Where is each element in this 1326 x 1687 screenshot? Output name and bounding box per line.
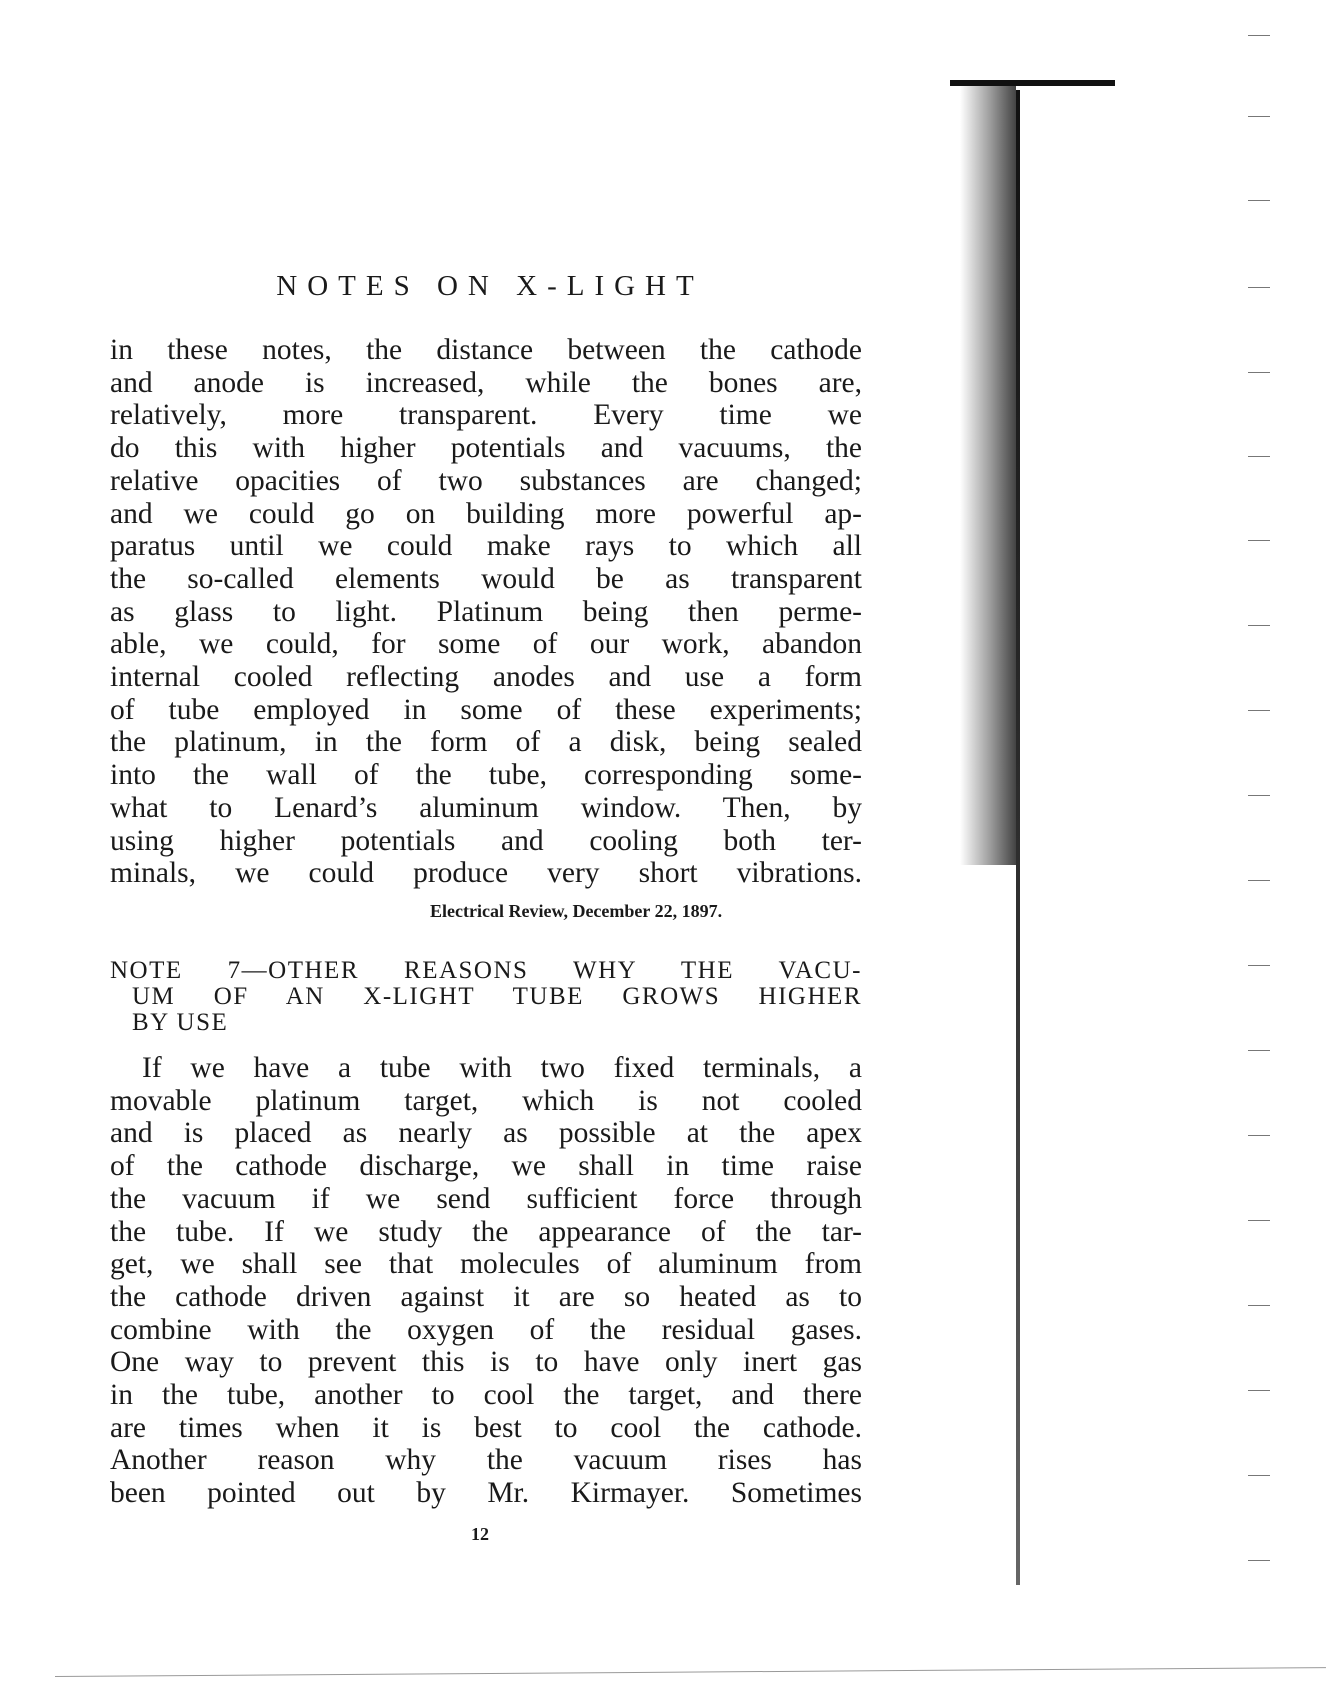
text-line: If we have a tube with two fixed terminals, a <box>142 1052 862 1084</box>
text-line: movable platinum target, which is not cooled <box>110 1084 862 1117</box>
margin-tick <box>1248 1050 1270 1051</box>
text-line: in the tube, another to cool the target, and there <box>110 1379 862 1412</box>
text-line: relative opacities of two substances are changed; <box>110 464 862 497</box>
text-line: relatively, more transparent. Every time we <box>110 399 862 432</box>
text-line: the cathode driven against it are so heated as to <box>110 1280 862 1313</box>
text-line: One way to prevent this is to have only inert gas <box>110 1346 862 1379</box>
page-number: 12 <box>471 1524 489 1544</box>
text-line: do this with higher potentials and vacuums, the <box>110 432 862 465</box>
binding-edge <box>1016 90 1020 1585</box>
text-line: the tube. If we study the appearance of the tar- <box>110 1215 862 1248</box>
margin-tick <box>1248 1220 1270 1221</box>
margin-tick <box>1248 625 1270 626</box>
margin-tick <box>1248 540 1270 541</box>
text-line: combine with the oxygen of the residual gases. <box>110 1313 862 1346</box>
text-line: internal cooled reflecting anodes and use a form <box>110 661 862 694</box>
text-line: as glass to light. Platinum being then perme- <box>110 595 862 628</box>
heading-line: NOTE 7—OTHER REASONS WHY THE VACU- <box>110 957 862 984</box>
paragraph-2 <box>110 1052 862 1510</box>
margin-tick <box>1248 1135 1270 1136</box>
margin-tick <box>1248 965 1270 966</box>
heading-line: UM OF AN X-LIGHT TUBE GROWS HIGHER <box>132 983 862 1010</box>
margin-tick <box>1248 35 1270 36</box>
text-line: the so-called elements would be as transparent <box>110 562 862 595</box>
margin-tick <box>1248 1560 1270 1561</box>
margin-tick <box>1248 1390 1270 1391</box>
margin-tick <box>1248 1475 1270 1476</box>
heading-line: BY USE <box>132 1009 229 1036</box>
text-line: into the wall of the tube, corresponding some- <box>110 759 862 792</box>
margin-tick <box>1248 710 1270 711</box>
text-line: get, we shall see that molecules of aluminum from <box>110 1248 862 1281</box>
text-line: able, we could, for some of our work, abandon <box>110 628 862 661</box>
scan-bottom-edge <box>55 1667 1326 1677</box>
text-line: and is placed as nearly as possible at the apex <box>110 1117 862 1150</box>
note-heading <box>110 958 862 1036</box>
text-line: minals, we could produce very short vibrations. <box>110 857 862 890</box>
text-line: Another reason why the vacuum rises has <box>110 1444 862 1477</box>
paragraph-1 <box>110 334 862 890</box>
running-head: NOTES ON X-LIGHT <box>276 270 704 302</box>
margin-tick <box>1248 456 1270 457</box>
text-line: using higher potentials and cooling both ter- <box>110 824 862 857</box>
text-line: are times when it is best to cool the cathode. <box>110 1411 862 1444</box>
text-line: paratus until we could make rays to which all <box>110 530 862 563</box>
margin-tick <box>1248 200 1270 201</box>
text-line: of tube employed in some of these experiments; <box>110 693 862 726</box>
binding-shadow <box>960 85 1016 865</box>
margin-tick <box>1248 372 1270 373</box>
binding-top-edge <box>950 80 1115 86</box>
text-line: and we could go on building more powerful ap- <box>110 497 862 530</box>
text-line: the vacuum if we send sufficient force through <box>110 1182 862 1215</box>
text-line: the platinum, in the form of a disk, being sealed <box>110 726 862 759</box>
citation: Electrical Review, December 22, 1897. <box>430 901 723 921</box>
text-line: of the cathode discharge, we shall in time raise <box>110 1150 862 1183</box>
text-line: in these notes, the distance between the cathode <box>110 334 862 366</box>
margin-tick <box>1248 116 1270 117</box>
text-line: and anode is increased, while the bones are, <box>110 366 862 399</box>
text-line: been pointed out by Mr. Kirmayer. Sometimes <box>110 1477 862 1510</box>
text-line: what to Lenard’s aluminum window. Then, by <box>110 791 862 824</box>
margin-tick <box>1248 287 1270 288</box>
margin-tick <box>1248 880 1270 881</box>
margin-tick <box>1248 1305 1270 1306</box>
margin-tick <box>1248 795 1270 796</box>
